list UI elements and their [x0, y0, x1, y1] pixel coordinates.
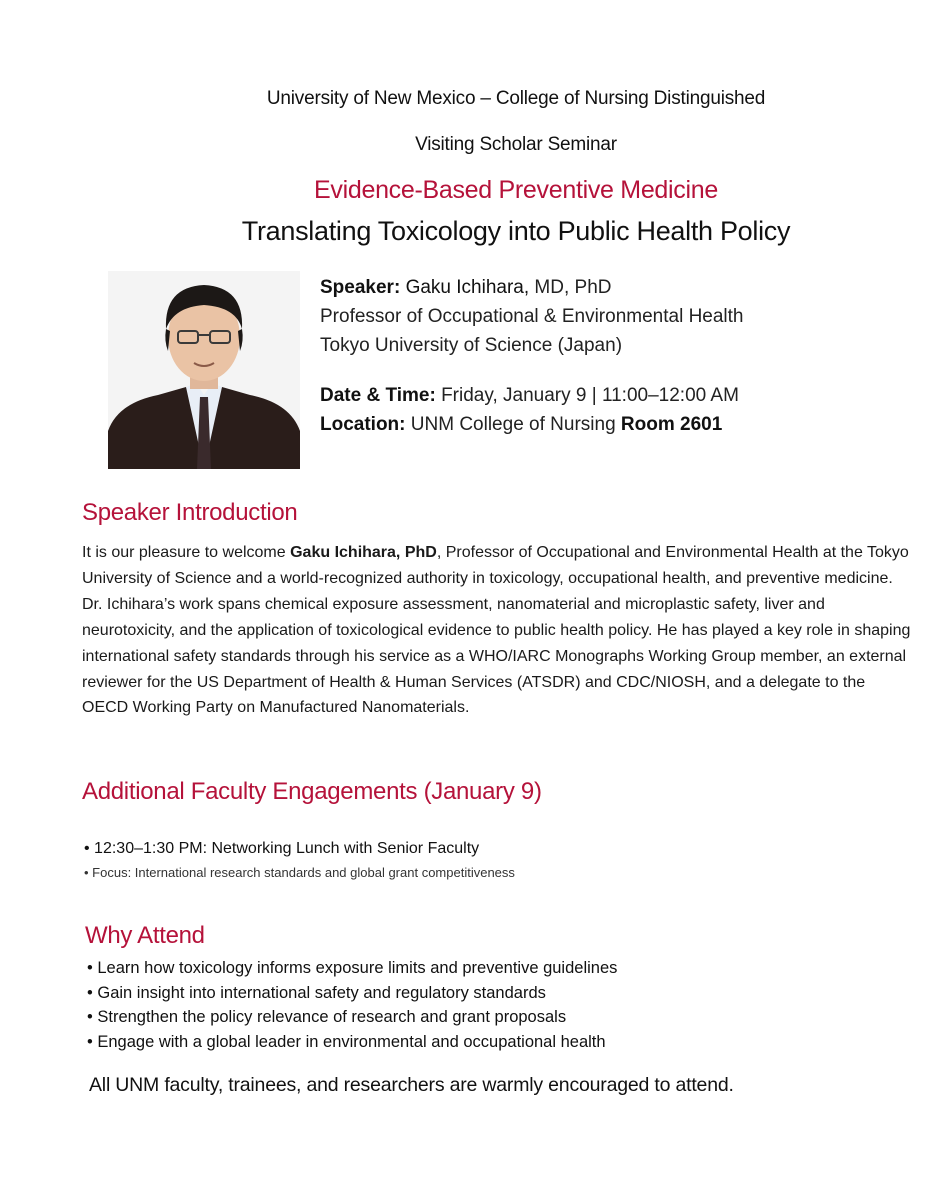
- date-time-label: Date & Time:: [320, 385, 436, 406]
- why-attend-heading: Why Attend: [85, 922, 205, 949]
- list-item: • Gain insight into international safety and regulatory standards: [87, 983, 546, 1002]
- speaker-portrait-illustration: [108, 271, 300, 469]
- closing-statement: All UNM faculty, trainees, and researchers are warmly encouraged to attend.: [89, 1074, 734, 1096]
- date-time-line: [320, 381, 739, 410]
- engagement-focus: • Focus: International research standards and global grant competitiveness: [84, 865, 515, 880]
- speaker-block: [320, 273, 744, 360]
- speaker-name: Gaku Ichihara,: [405, 277, 530, 298]
- speaker-affiliation: Tokyo University of Science (Japan): [320, 335, 623, 356]
- intro-heading: Speaker Introduction: [82, 499, 298, 526]
- list-item: • Learn how toxicology informs exposure limits and preventive guidelines: [87, 959, 618, 977]
- date-time-value: Friday, January 9 | 11:00–12:00 AM: [441, 385, 739, 406]
- why-attend-list: [87, 956, 617, 1054]
- list-item: • Engage with a global leader in environmental and occupational health: [87, 1032, 606, 1051]
- event-details: [320, 381, 739, 439]
- speaker-position: Professor of Occupational & Environmental Health: [320, 306, 744, 327]
- engagements-heading: Additional Faculty Engagements (January 9): [82, 778, 542, 805]
- intro-paragraph: [82, 540, 912, 721]
- intro-body: , Professor of Occupational and Environmental Health at the Tokyo University of Science and a world-recognized authority in toxicology, occupational health, and preventive medicine. Dr. Ichihara’s work spans chemical exposure assessment, nanomaterial and microplastic safety, liver and neurotoxicity, and the application of toxicological evidence to public health policy. He has played a key role in shaping international safety standards through his service as a WHO/IARC Monographs Working Group member, an external reviewer for the US Department of Health & Human Services (ATSDR) and CDC/NIOSH, and a delegate to the OECD Working Party on Manufactured Nanomaterials.: [82, 544, 911, 717]
- speaker-label: Speaker:: [320, 277, 401, 298]
- location-value: UNM College of Nursing: [410, 414, 616, 435]
- header-line-2: Visiting Scholar Seminar: [415, 134, 617, 155]
- seminar-title: Evidence-Based Preventive Medicine: [314, 176, 718, 204]
- list-item: • Strengthen the policy relevance of research and grant proposals: [87, 1008, 567, 1026]
- speaker-credentials: MD, PhD: [534, 277, 612, 298]
- location-line: [320, 410, 739, 439]
- header-line-1: University of New Mexico – College of Nursing Distinguished: [266, 88, 766, 109]
- speaker-line: [320, 273, 744, 302]
- seminar-subtitle: Translating Toxicology into Public Health Policy: [241, 216, 791, 246]
- location-label: Location:: [320, 414, 406, 435]
- location-room: Room 2601: [620, 414, 723, 435]
- engagement-item: • 12:30–1:30 PM: Networking Lunch with Senior Faculty: [84, 840, 480, 857]
- intro-name: Gaku Ichihara, PhD: [290, 544, 437, 561]
- speaker-photo: [108, 271, 300, 469]
- intro-lead: It is our pleasure to welcome: [82, 544, 286, 561]
